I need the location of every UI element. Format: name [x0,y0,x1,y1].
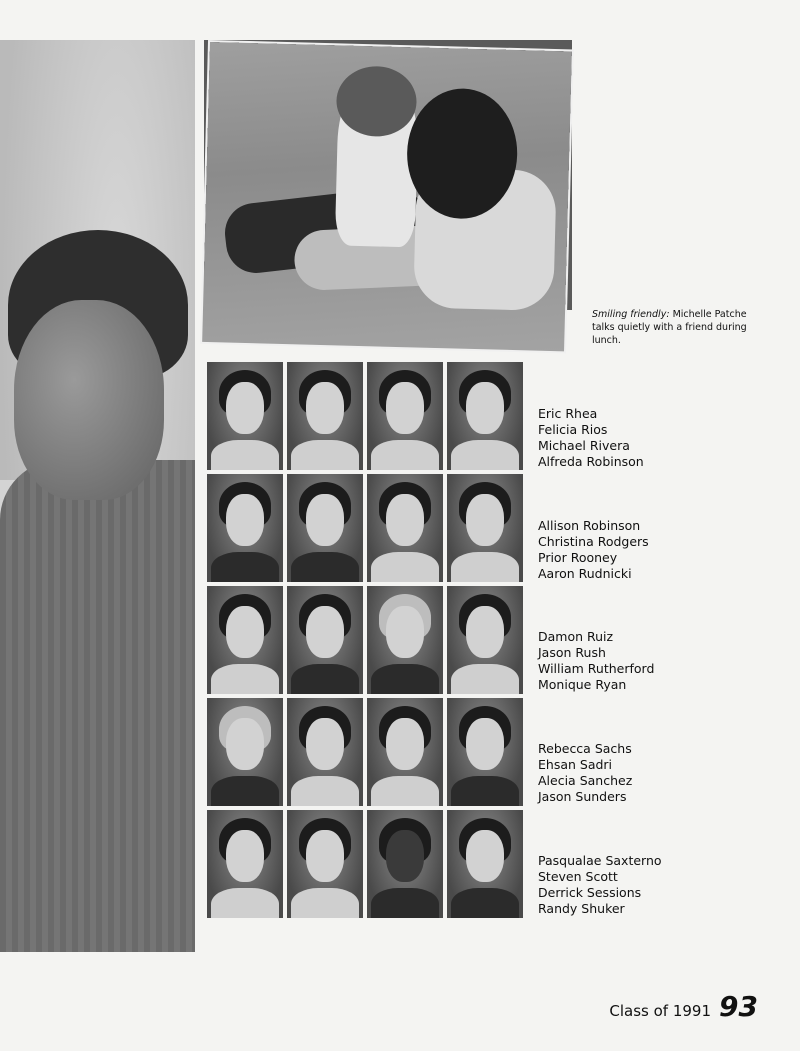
photo-caption [592,308,770,347]
student-name: Derrick Sessions [538,885,642,900]
student-name: Prior Rooney [538,550,618,565]
page-footer [609,990,758,1023]
student-name: Felicia Rios [538,422,608,437]
student-portrait [447,586,523,694]
student-name: Allison Robinson [538,518,641,533]
student-name: Aaron Rudnicki [538,566,632,581]
student-name: Christina Rodgers [538,534,649,549]
student-portrait [207,698,283,806]
name-list-row-2 [538,518,649,582]
student-portrait [367,810,443,918]
student-name: Rebecca Sachs [538,741,632,756]
student-portrait [287,474,363,582]
student-name: Pasqualae Saxterno [538,853,662,868]
student-portrait [447,810,523,918]
student-portrait [207,810,283,918]
student-portrait [367,586,443,694]
student-portrait [207,474,283,582]
page-number: 93 [719,990,758,1023]
student-portrait [207,586,283,694]
name-list-row-5 [538,853,662,917]
student-candid-photo [0,40,195,952]
student-name: Jason Sunders [538,789,627,804]
student-portrait [367,362,443,470]
student-name: Alecia Sanchez [538,773,633,788]
student-portrait [447,362,523,470]
student-portrait [447,698,523,806]
student-portrait [207,362,283,470]
student-portrait [287,810,363,918]
caption-text: Michelle Patche talks quietly with a friend during lunch. [592,309,747,346]
student-name: Ehsan Sadri [538,757,613,772]
student-portrait [367,698,443,806]
student-portrait [287,586,363,694]
friends-lunch-photo [202,42,572,351]
student-name: Monique Ryan [538,677,627,692]
name-list-row-3 [538,629,654,693]
caption-lead: Smiling friendly: [592,309,670,320]
student-portrait [287,698,363,806]
name-list-row-4 [538,741,632,805]
student-name: Jason Rush [538,645,606,660]
name-list-row-1 [538,406,644,470]
student-name: Randy Shuker [538,901,625,916]
student-portrait [367,474,443,582]
student-portrait [287,362,363,470]
class-label: Class of 1991 [609,1002,712,1020]
student-portrait [447,474,523,582]
student-name: Steven Scott [538,869,618,884]
student-name: Alfreda Robinson [538,454,644,469]
student-name: William Rutherford [538,661,655,676]
student-name: Damon Ruiz [538,629,614,644]
student-name: Eric Rhea [538,406,598,421]
student-name: Michael Rivera [538,438,630,453]
